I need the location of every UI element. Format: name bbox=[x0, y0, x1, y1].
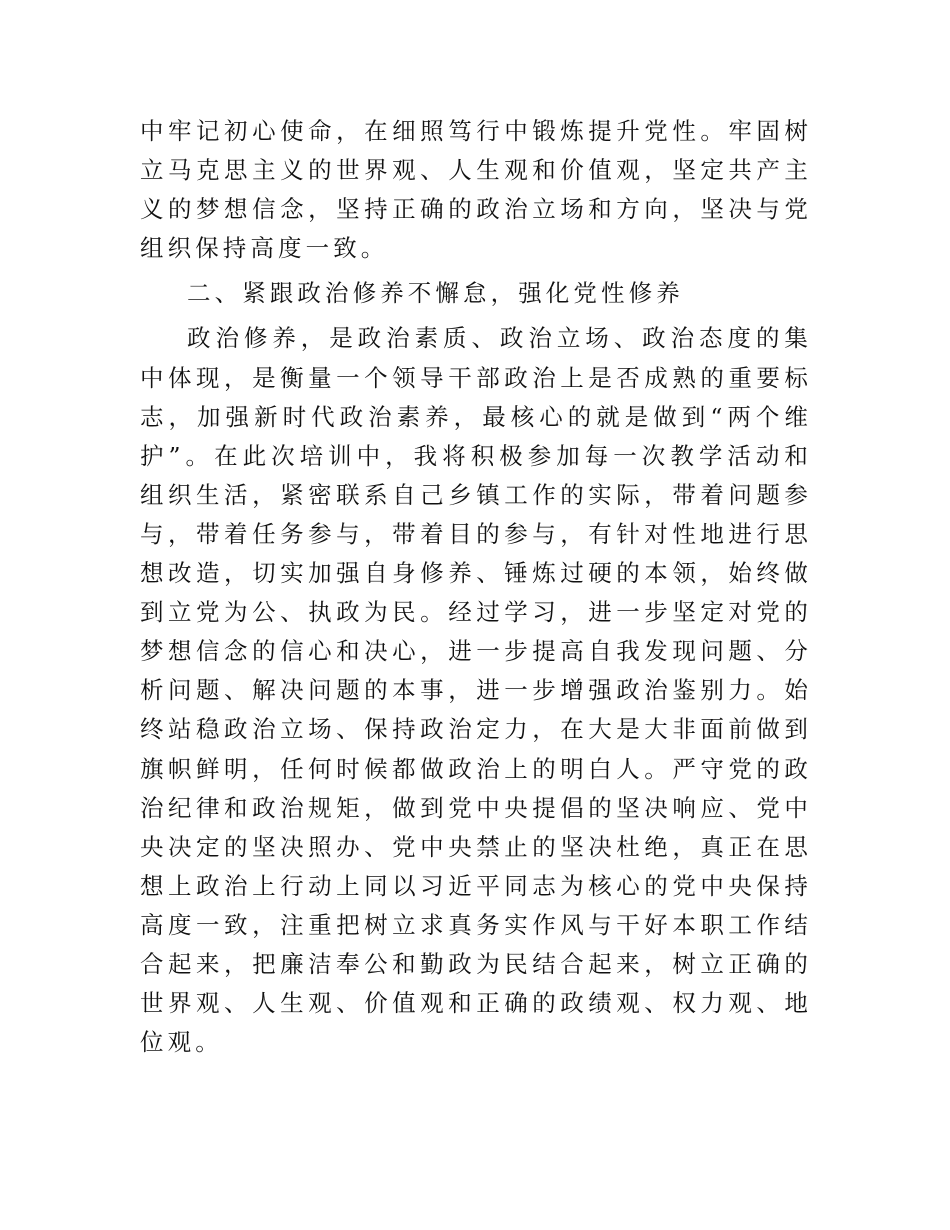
document-body bbox=[140, 112, 812, 1062]
paragraph-continuation: 中牢记初心使命，在细照笃行中锻炼提升党性。牢固树立马克思主义的世界观、人生观和价值观，坚定共产主义的梦想信念，坚持正确的政治立场和方向，坚决与党组织保持高度一致。 bbox=[140, 117, 812, 263]
section-heading: 二、紧跟政治修养不懈怠，强化党性修养 bbox=[187, 279, 684, 308]
paragraph-political-cultivation: 政治修养，是政治素质、政治立场、政治态度的集中体现，是衡量一个领导干部政治上是否成熟的重要标志，加强新时代政治素养，最核心的就是做到“两个维护”。在此次培训中，我将积极参加每一次教学活动和组织生活，紧密联系自己乡镇工作的实际，带着问题参与，带着任务参与，带着目的参与，有针对性地进行思想改造，切实加强自身修养、锤炼过硬的本领，始终做到立党为公、执政为民。经过学习，进一步坚定对党的梦想信念的信心和决心，进一步提高自我发现问题、分析问题、解决问题的本事，进一步增强政治鉴别力。始终站稳政治立场、保持政治定力，在大是大非面前做到旗帜鲜明，任何时候都做政治上的明白人。严守党的政治纪律和政治规矩，做到党中央提倡的坚决响应、党中央决定的坚决照办、党中央禁止的坚决杜绝，真正在思想上政治上行动上同以习近平同志为核心的党中央保持高度一致，注重把树立求真务实作风与干好本职工作结合起来，把廉洁奉公和勤政为民结合起来，树立正确的世界观、人生观、价值观和正确的政绩观、权力观、地位观。 bbox=[140, 324, 812, 1057]
